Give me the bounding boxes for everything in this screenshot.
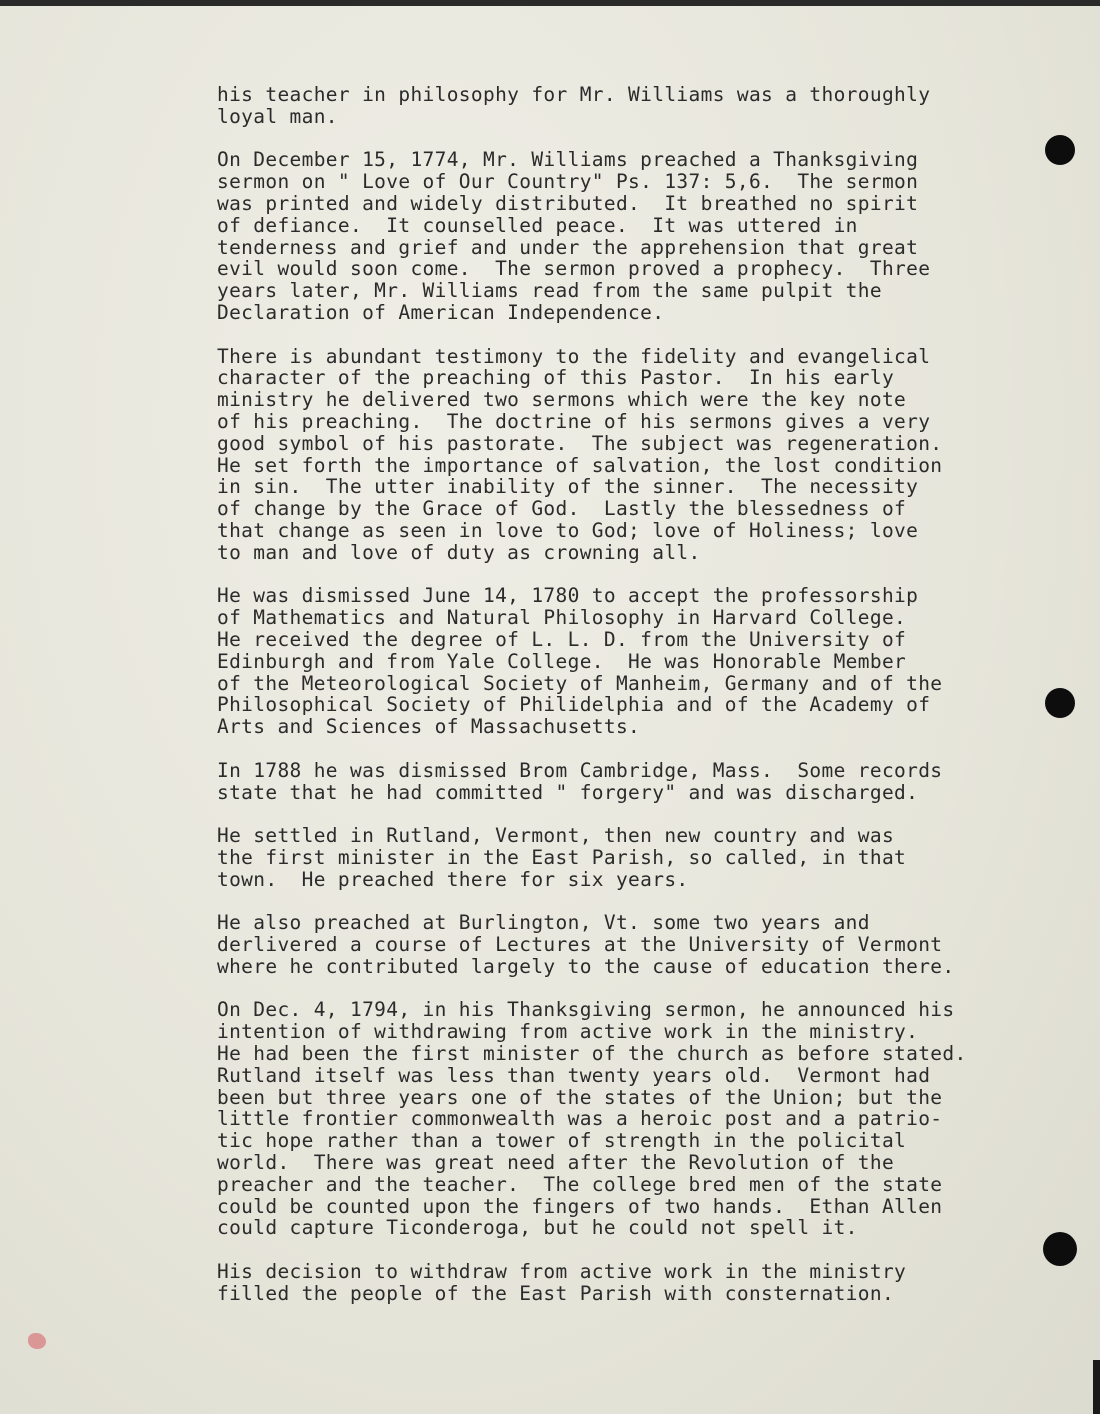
- body-text: [217, 84, 1047, 1326]
- text-line: In 1788 he was dismissed Brom Cambridge, Mass. Some records: [217, 758, 943, 782]
- text-line: was printed and widely distributed. It breathed no spirit: [217, 191, 919, 215]
- text-line: could be counted upon the fingers of two hands. Ethan Allen: [217, 1194, 943, 1218]
- text-line: to man and love of duty as crowning all.: [217, 540, 701, 564]
- text-line: character of the preaching of this Pastor. In his early: [217, 366, 895, 390]
- text-line: of change by the Grace of God. Lastly the blessedness of: [217, 497, 907, 521]
- ink-smudge: [28, 1333, 46, 1349]
- paragraph-5: [217, 760, 1047, 804]
- paragraph-3: [217, 346, 1047, 564]
- text-line: Philosophical Society of Philidelphia and of the Academy of: [217, 693, 931, 717]
- text-line: of Mathematics and Natural Philosophy in Harvard College.: [217, 606, 907, 630]
- text-line: intention of withdrawing from active work in the ministry.: [217, 1020, 919, 1044]
- text-line: He was dismissed June 14, 1780 to accept the professorship: [217, 584, 919, 608]
- text-line: He had been the first minister of the church as before stated.: [217, 1042, 967, 1066]
- paragraph-8: [217, 999, 1047, 1239]
- punch-hole-top: [1045, 135, 1075, 165]
- paragraph-7: [217, 912, 1047, 977]
- text-line: the first minister in the East Parish, so called, in that: [217, 845, 907, 869]
- paragraph-6: [217, 825, 1047, 890]
- paragraph-4: [217, 585, 1047, 738]
- text-line: could capture Ticonderoga, but he could not spell it.: [217, 1216, 858, 1240]
- text-line: years later, Mr. Williams read from the same pulpit the: [217, 279, 882, 303]
- scan-top-edge: [0, 0, 1100, 6]
- text-line: evil would soon come. The sermon proved a prophecy. Three: [217, 257, 931, 281]
- text-line: On Dec. 4, 1794, in his Thanksgiving sermon, he announced his: [217, 998, 955, 1022]
- text-line: good symbol of his pastorate. The subject was regeneration.: [217, 431, 943, 455]
- text-line: derlivered a course of Lectures at the University of Vermont: [217, 933, 943, 957]
- paragraph-9: [217, 1261, 1047, 1305]
- text-line: town. He preached there for six years.: [217, 867, 689, 891]
- text-line: He also preached at Burlington, Vt. some two years and: [217, 911, 870, 935]
- text-line: been but three years one of the states of the Union; but the: [217, 1085, 943, 1109]
- text-line: He received the degree of L. L. D. from the University of: [217, 627, 907, 651]
- paragraph-2: [217, 149, 1047, 323]
- text-line: preacher and the teacher. The college bred men of the state: [217, 1172, 943, 1196]
- text-line: sermon on " Love of Our Country" Ps. 137: 5,6. The sermon: [217, 170, 919, 194]
- text-line: that change as seen in love to God; love of Holiness; love: [217, 518, 919, 542]
- text-line: little frontier commonwealth was a heroic post and a patrio-: [217, 1107, 943, 1131]
- punch-hole-middle: [1045, 688, 1075, 718]
- text-line: On December 15, 1774, Mr. Williams preached a Thanksgiving: [217, 148, 919, 172]
- paragraph-1: [217, 84, 1047, 128]
- text-line: tic hope rather than a tower of strength in the policital: [217, 1129, 907, 1153]
- text-line: in sin. The utter inability of the sinner. The necessity: [217, 475, 919, 499]
- text-line: Declaration of American Independence.: [217, 300, 665, 324]
- text-line: where he contributed largely to the cause of education there.: [217, 954, 955, 978]
- text-line: state that he had committed " forgery" and was discharged.: [217, 780, 919, 804]
- punch-hole-bottom: [1043, 1232, 1077, 1266]
- text-line: His decision to withdraw from active work in the ministry: [217, 1260, 907, 1284]
- text-line: He set forth the importance of salvation, the lost condition: [217, 453, 943, 477]
- text-line: loyal man.: [217, 104, 338, 128]
- text-line: world. There was great need after the Revolution of the: [217, 1151, 895, 1175]
- text-line: He settled in Rutland, Vermont, then new country and was: [217, 824, 895, 848]
- text-line: Rutland itself was less than twenty years old. Vermont had: [217, 1063, 931, 1087]
- text-line: There is abundant testimony to the fidelity and evangelical: [217, 344, 931, 368]
- scan-edge-mark: [1093, 1360, 1100, 1414]
- text-line: filled the people of the East Parish with consternation.: [217, 1281, 895, 1305]
- text-line: of his preaching. The doctrine of his sermons gives a very: [217, 409, 931, 433]
- text-line: of the Meteorological Society of Manheim, Germany and of the: [217, 671, 943, 695]
- text-line: ministry he delivered two sermons which were the key note: [217, 388, 907, 412]
- text-line: Arts and Sciences of Massachusetts.: [217, 715, 641, 739]
- text-line: of defiance. It counselled peace. It was uttered in: [217, 213, 858, 237]
- text-line: Edinburgh and from Yale College. He was Honorable Member: [217, 649, 907, 673]
- text-line: tenderness and grief and under the apprehension that great: [217, 235, 919, 259]
- text-line: his teacher in philosophy for Mr. Williams was a thoroughly: [217, 83, 931, 106]
